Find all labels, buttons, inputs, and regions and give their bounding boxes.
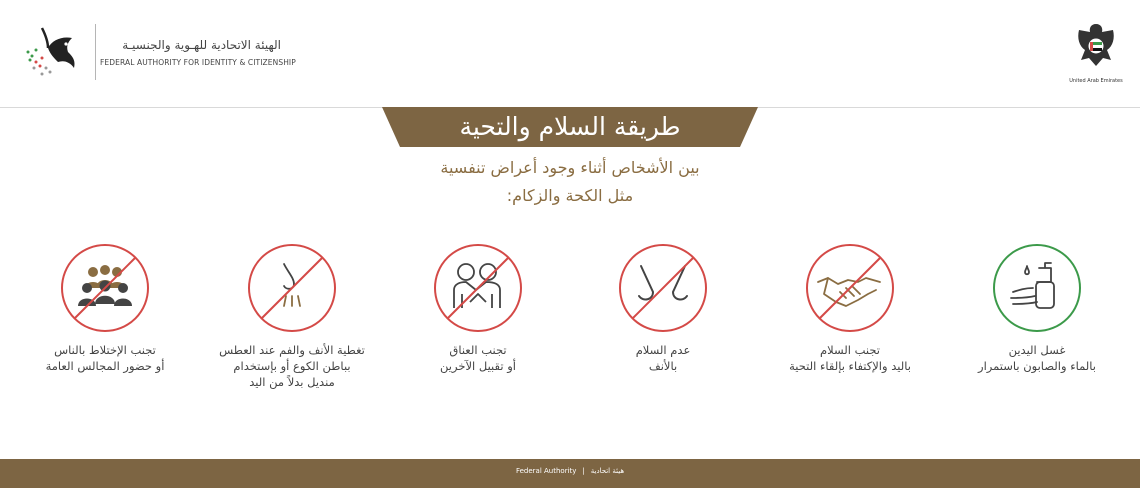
tip-caption-line-1: غسل اليدين bbox=[1008, 343, 1066, 357]
footer-arabic: هيئة اتحادية bbox=[590, 467, 625, 475]
tip-caption-line-1: عدم السلام bbox=[635, 343, 691, 357]
tip-caption-line-2: أو حضور المجالس العامة bbox=[45, 359, 165, 373]
nose-greeting-icon bbox=[617, 242, 709, 334]
title-banner bbox=[382, 107, 758, 147]
footer-text bbox=[0, 467, 1140, 475]
handshake-icon bbox=[804, 242, 896, 334]
tip-caption-line-2: بالأنف bbox=[648, 359, 678, 373]
tip-caption-line-3: منديل بدلاً من اليد bbox=[249, 375, 335, 389]
footer-divider: | bbox=[582, 467, 585, 475]
hugging-icon bbox=[432, 242, 524, 334]
org-name-arabic: الهيئة الاتحادية للهـوية والجنسيـة bbox=[122, 38, 281, 52]
page-title: طريقة السلام والتحية bbox=[459, 112, 681, 141]
tip-caption bbox=[947, 342, 1127, 374]
footer-english: Federal Authority bbox=[515, 467, 577, 475]
hand-washing-icon bbox=[991, 242, 1083, 334]
uae-emblem-icon bbox=[1071, 20, 1121, 72]
subtitle-line-2: مثل الكحة والزكام: bbox=[506, 186, 634, 205]
falcon-logo-icon bbox=[22, 22, 92, 82]
crowd-icon bbox=[59, 242, 151, 334]
tip-caption-line-1: تغطية الأنف والفم عند العطس bbox=[219, 343, 365, 357]
tip-caption-line-1: تجنب السلام bbox=[820, 343, 880, 357]
tip-caption-line-2: أو تقبيل الآخرين bbox=[440, 359, 516, 373]
tip-caption-line-2: بباطن الكوع أو بإستخدام bbox=[233, 359, 351, 373]
header-divider bbox=[95, 24, 96, 80]
tip-caption bbox=[202, 342, 382, 390]
tip-caption-line-1: تجنب العناق bbox=[449, 343, 507, 357]
org-name-english: FEDERAL AUTHORITY FOR IDENTITY & CITIZENSHIP bbox=[100, 58, 296, 67]
tip-caption bbox=[388, 342, 568, 374]
tip-caption-line-2: بالماء والصابون باستمرار bbox=[978, 359, 1096, 373]
tip-caption bbox=[15, 342, 195, 374]
tip-caption bbox=[760, 342, 940, 374]
footer-bar bbox=[0, 459, 1140, 488]
emblem-label: United Arab Emirates bbox=[1069, 78, 1123, 84]
subtitle-line-1: بين الأشخاص أثناء وجود أعراض تنفسية bbox=[440, 158, 700, 177]
tip-caption-line-1: تجنب الإختلاط بالناس bbox=[54, 343, 156, 357]
header bbox=[0, 0, 1140, 108]
sneeze-cover-icon bbox=[246, 242, 338, 334]
tip-caption bbox=[573, 342, 753, 374]
tip-caption-line-2: باليد والإكتفاء بإلقاء التحية bbox=[789, 359, 911, 373]
